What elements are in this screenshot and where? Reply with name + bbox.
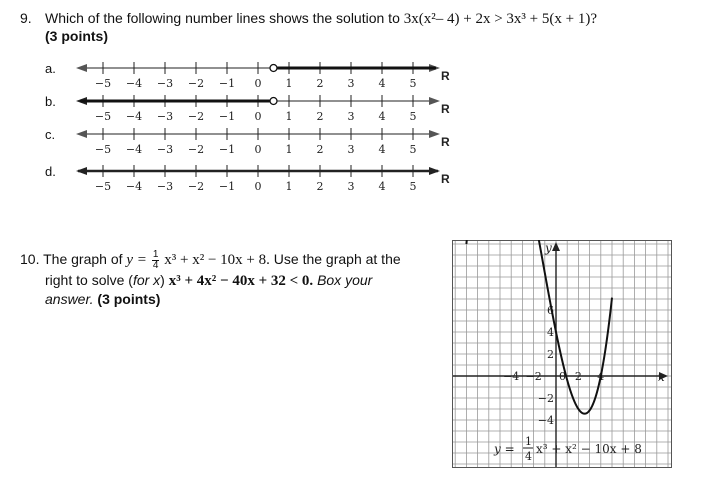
question-number: 9.	[20, 10, 32, 26]
left-arrow	[76, 130, 87, 138]
number-line-b	[45, 94, 450, 123]
tick-label: −2	[187, 180, 205, 193]
number-line-c	[45, 127, 450, 156]
x-tick-label: 4	[597, 370, 605, 383]
tick-label: 5	[409, 180, 417, 193]
tick-label: 0	[254, 143, 262, 156]
box-your: Box your	[317, 272, 373, 288]
tick-label: −2	[187, 110, 205, 123]
tick-label: 4	[378, 77, 386, 90]
tick-label: −3	[156, 110, 174, 123]
tick-label: −3	[156, 143, 174, 156]
tick-label: −1	[218, 180, 236, 193]
tick-label: 4	[378, 143, 386, 156]
tick-label: 5	[409, 77, 417, 90]
fraction	[152, 250, 160, 271]
question-number: 10.	[20, 251, 40, 267]
y-axis-label: y	[545, 241, 552, 255]
tick-label: 2	[316, 143, 324, 156]
tick-label: 1	[285, 110, 293, 123]
x-tick-label: −2	[525, 370, 542, 383]
tick-label: −4	[125, 110, 143, 123]
tick-label: −1	[218, 143, 236, 156]
tick-label: 5	[409, 110, 417, 123]
equation-denominator: 4	[525, 450, 532, 463]
option-label: d.	[45, 164, 56, 179]
right-arrow	[429, 167, 440, 175]
question-line-1	[20, 249, 401, 271]
inequality-to-solve: x³ + 4x² − 40x + 32 < 0.	[168, 273, 314, 289]
tick-label: −3	[156, 77, 174, 90]
endpoint-circle	[270, 98, 277, 105]
real-numbers-label: R	[441, 172, 450, 186]
inequality: 3x(x²– 4) + 2x > 3x³ + 5(x + 1)?	[403, 11, 597, 27]
x-tick-label: 0	[559, 370, 566, 383]
option-label: c.	[45, 127, 56, 142]
tick-label: 3	[347, 110, 355, 123]
option-label: b.	[45, 94, 56, 109]
tick-label: 2	[316, 110, 324, 123]
for-x: for x	[132, 272, 161, 288]
tick-label: 1	[285, 143, 293, 156]
tick-label: 3	[347, 180, 355, 193]
number-line-options	[0, 0, 716, 210]
x-tick-label: 2	[574, 370, 582, 383]
y-tick-label: 4	[547, 326, 554, 339]
tick-label: 1	[285, 77, 293, 90]
question-line-2	[45, 270, 372, 291]
line2-paren: )	[160, 272, 165, 288]
tick-label: −5	[94, 180, 112, 193]
tick-label: −5	[94, 143, 112, 156]
tick-label: 0	[254, 110, 262, 123]
right-arrow	[429, 97, 440, 105]
tick-label: −5	[94, 110, 112, 123]
fraction-denominator: 4	[152, 259, 159, 271]
tick-label: 0	[254, 180, 262, 193]
question-line-3	[45, 289, 160, 309]
tick-label: 2	[316, 77, 324, 90]
endpoint-circle	[270, 65, 277, 72]
y-tick-label: 2	[547, 348, 554, 361]
tick-label: −5	[94, 77, 112, 90]
tick-label: 4	[378, 180, 386, 193]
equation-rest: x³ + x² − 10x + 8	[536, 442, 642, 456]
tick-label: −4	[125, 77, 143, 90]
equation-numerator: 1	[525, 435, 532, 448]
tick-label: −4	[125, 180, 143, 193]
fraction-numerator: 1	[152, 248, 159, 260]
left-arrow	[76, 167, 87, 175]
left-arrow	[76, 64, 87, 72]
right-arrow	[429, 130, 440, 138]
real-numbers-label: R	[441, 102, 450, 116]
tick-label: 2	[316, 180, 324, 193]
function-rest: x³ + x² − 10x + 8.	[164, 252, 270, 268]
tick-label: −1	[218, 110, 236, 123]
y-tick-label: −2	[537, 392, 554, 405]
question-intro: The graph of	[43, 251, 123, 267]
answer-word: answer.	[45, 291, 94, 307]
line2-text: right to solve (	[45, 272, 133, 288]
points-label: (3 points)	[97, 291, 161, 307]
number-line-a	[45, 61, 450, 90]
cubic-graph	[452, 240, 672, 468]
number-line-d	[45, 164, 450, 193]
tick-label: 3	[347, 77, 355, 90]
x-axis-label: x	[658, 370, 665, 384]
question-prompt: Which of the following number lines shows the solution to	[45, 10, 400, 26]
tick-label: −2	[187, 77, 205, 90]
tick-label: −1	[218, 77, 236, 90]
tick-label: 5	[409, 143, 417, 156]
y-tick-label: 6	[547, 304, 554, 317]
option-label: a.	[45, 61, 56, 76]
x-tick-label: −4	[503, 370, 520, 383]
equation-y: y =	[494, 442, 515, 456]
tick-label: −3	[156, 180, 174, 193]
tick-label: −2	[187, 143, 205, 156]
real-numbers-label: R	[441, 135, 450, 149]
tick-label: 4	[378, 110, 386, 123]
tick-label: −4	[125, 143, 143, 156]
question-instruction: Use the graph at the	[273, 251, 401, 267]
tick-label: 0	[254, 77, 262, 90]
points-label: (3 points)	[45, 28, 108, 44]
y-equals: y =	[126, 252, 147, 268]
y-tick-label: −4	[537, 414, 554, 427]
tick-label: 1	[285, 180, 293, 193]
tick-label: 3	[347, 143, 355, 156]
real-numbers-label: R	[441, 69, 450, 83]
